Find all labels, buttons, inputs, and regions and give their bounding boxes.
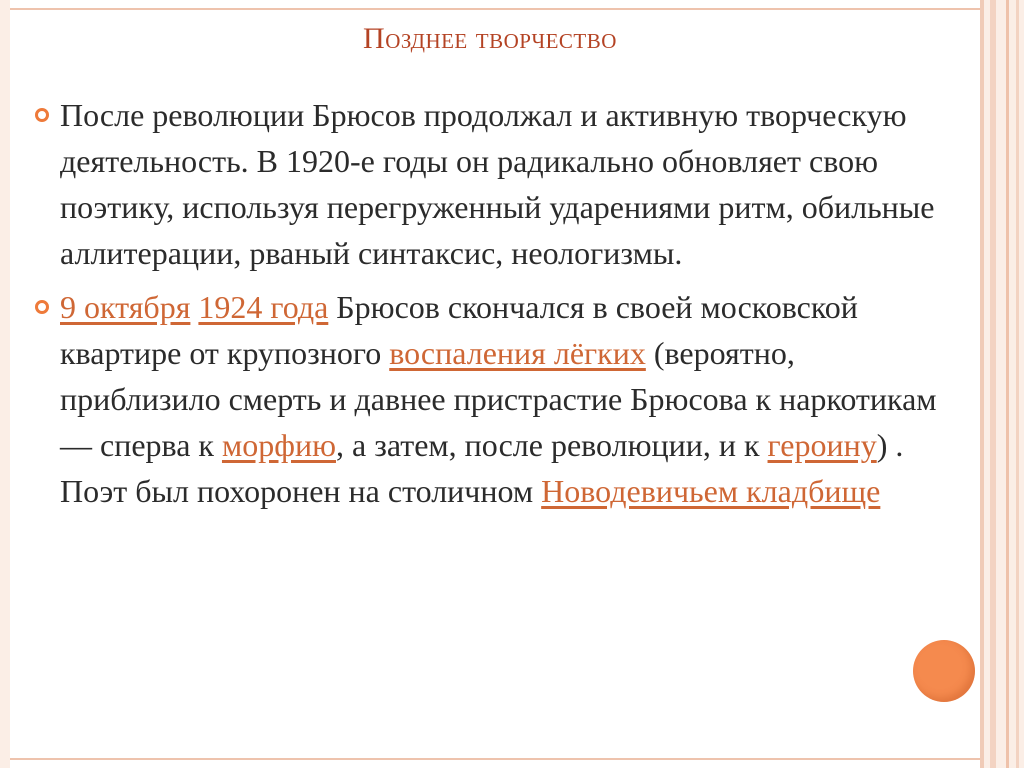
slide-title: Позднее творчество — [363, 22, 617, 55]
bullet-item-2 — [38, 284, 938, 514]
paragraph-2-text-2: (вероятно, приблизило смерть и давнее пристрастие Брюсова к наркотикам — сперва к — [60, 335, 937, 463]
decorative-circle-icon — [913, 640, 975, 702]
bullet-list — [38, 92, 938, 514]
right-stripe-4 — [1016, 0, 1019, 768]
link-morphine[interactable]: морфию — [221, 427, 336, 463]
link-year[interactable]: 1924 года — [198, 289, 329, 325]
paragraph-2-text-3: , а затем, после революции, и к — [335, 427, 768, 463]
right-stripe-3 — [1006, 0, 1009, 768]
bottom-frame-line — [10, 758, 980, 760]
bullet-ring-icon — [35, 108, 49, 122]
link-cemetery[interactable]: Новодевичьем кладбище — [541, 473, 881, 509]
link-heroin[interactable]: героину — [767, 427, 877, 463]
link-date[interactable]: 9 октября — [60, 289, 191, 325]
right-stripe-1 — [980, 0, 984, 768]
bullet-ring-icon — [35, 300, 49, 314]
right-stripe-2 — [990, 0, 996, 768]
paragraph-2-text-1: Брюсов скончался в своей московской квартире от крупозного — [60, 289, 858, 371]
top-frame-line — [10, 8, 980, 10]
paragraph-2-text-4: ) . Поэт был похоронен на столичном — [60, 427, 904, 509]
paragraph-1-text: После революции Брюсов продолжал и активную творческую деятельность. В 1920-е годы он радикально обновляет свою поэтику, используя перегруженный ударениями ритм, обильные аллитерации, рваный синтаксис, неологизмы. — [60, 97, 935, 271]
bullet-item-1 — [38, 92, 938, 276]
link-pneumonia[interactable]: воспаления лёгких — [389, 335, 646, 371]
